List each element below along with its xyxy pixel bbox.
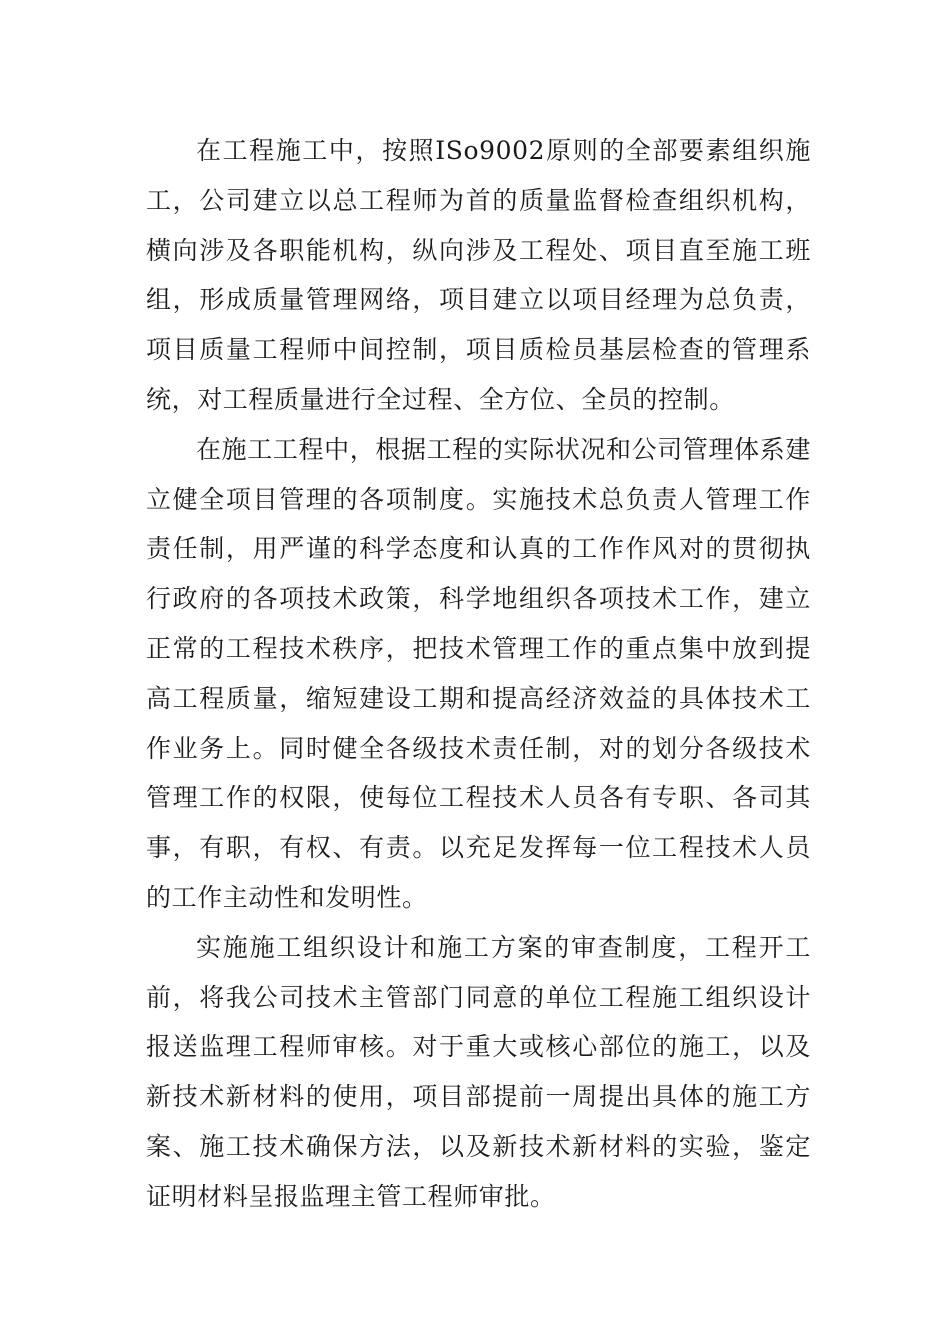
document-body — [146, 126, 811, 1222]
paragraph-quality-system: 在工程施工中，按照ISo9002原则的全部要素组织施工，公司建立以总工程师为首的质量监督检查组织机构，横向涉及各职能机构，纵向涉及工程处、项目直至施工班组，形成质量管理网络，项目建立以项目经理为总负责，项目质量工程师中间控制，项目质检员基层检查的管理系统，对工程质量进行全过程、全方位、全员的控制。 — [146, 136, 811, 414]
paragraph-construction-design-review: 实施施工组织设计和施工方案的审查制度，工程开工前，将我公司技术主管部门同意的单位工程施工组织设计报送监理工程师审核。对于重大或核心部位的施工，以及新技术新材料的使用，项目部提前一周提出具体的施工方案、施工技术确保方法，以及新技术新材料的实验，鉴定证明材料呈报监理主管工程师审批。 — [146, 932, 811, 1211]
paragraph-management-system: 在施工工程中，根据工程的实际状况和公司管理体系建立健全项目管理的各项制度。实施技术总负责人管理工作责任制，用严谨的科学态度和认真的工作作风对的贯彻执行政府的各项技术政策，科学地组织各项技术工作，建立正常的工程技术秩序，把技术管理工作的重点集中放到提高工程质量，缩短建设工期和提高经济效益的具体技术工作业务上。同时健全各级技术责任制，对的划分各级技术管理工作的权限，使每位工程技术人员各有专职、各司其事，有职，有权、有责。以充足发挥每一位工程技术人员的工作主动性和发明性。 — [146, 434, 811, 912]
